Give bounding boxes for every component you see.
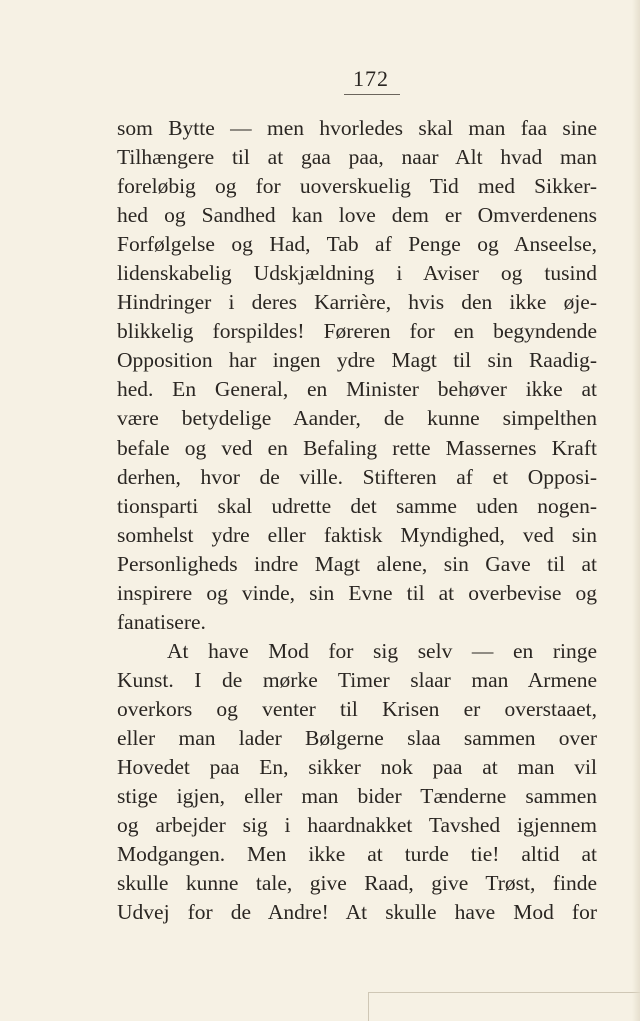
text-line: hed og Sandhed kan love dem er Omverdenens [117,203,597,228]
page-number-rule [344,94,400,95]
text-line: Personligheds indre Magt alene, sin Gave til at [117,551,597,576]
text-line: inspirere og vinde, sin Evne til at overbevise og [117,580,597,605]
text-line: At have Mod for sig selv — en ringe [167,638,597,663]
text-line: derhen, hvor de ville. Stifteren af et Opposi- [117,464,597,489]
text-line: Modgangen. Men ikke at turde tie! altid at [117,842,597,867]
text-line: lidenskabelig Udskjældning i Aviser og tusind [117,261,597,286]
text-line: og arbejder sig i haardnakket Tavshed igjennem [117,813,597,838]
text-line: Forfølgelse og Had, Tab af Penge og Anseelse, [117,232,597,257]
text-line: skulle kunne tale, give Raad, give Trøst, finde [117,871,597,896]
text-line: Opposition har ingen ydre Magt til sin Raadig- [117,348,597,373]
text-line: eller man lader Bølgerne slaa sammen over [117,725,597,750]
text-line: tionsparti skal udrette det samme uden nogen- [117,493,597,518]
text-line: Hindringer i deres Karrière, hvis den ikke øje- [117,290,597,315]
text-line: fanatisere. [117,609,206,634]
text-line: Udvej for de Andre! At skulle have Mod for [117,900,597,925]
text-line: somhelst ydre eller faktisk Myndighed, ved sin [117,522,597,547]
body-text [117,114,597,927]
text-line: befale og ved en Befaling rette Massernes Kraft [117,435,597,460]
page-number: 172 [353,66,389,91]
text-line: overkors og venter til Krisen er overstaaet, [117,696,597,721]
page-edge-shade [632,0,640,1021]
text-line: Kunst. I de mørke Timer slaar man Armene [117,667,597,692]
text-line: være betydelige Aander, de kunne simpelthen [117,406,597,431]
text-line: hed. En General, en Minister behøver ikke at [117,377,597,402]
text-line: Hovedet paa En, sikker nok paa at man vil [117,755,597,780]
text-line: foreløbig og for uoverskuelig Tid med Sikker- [117,174,597,199]
text-line: blikkelig forspildes! Føreren for en begyndende [117,319,597,344]
text-line: stige igjen, eller man bider Tænderne sammen [117,784,597,809]
scan-edge-mark [368,992,640,1021]
text-line: Tilhængere til at gaa paa, naar Alt hvad man [117,145,597,170]
text-line: som Bytte — men hvorledes skal man faa sine [117,116,597,140]
